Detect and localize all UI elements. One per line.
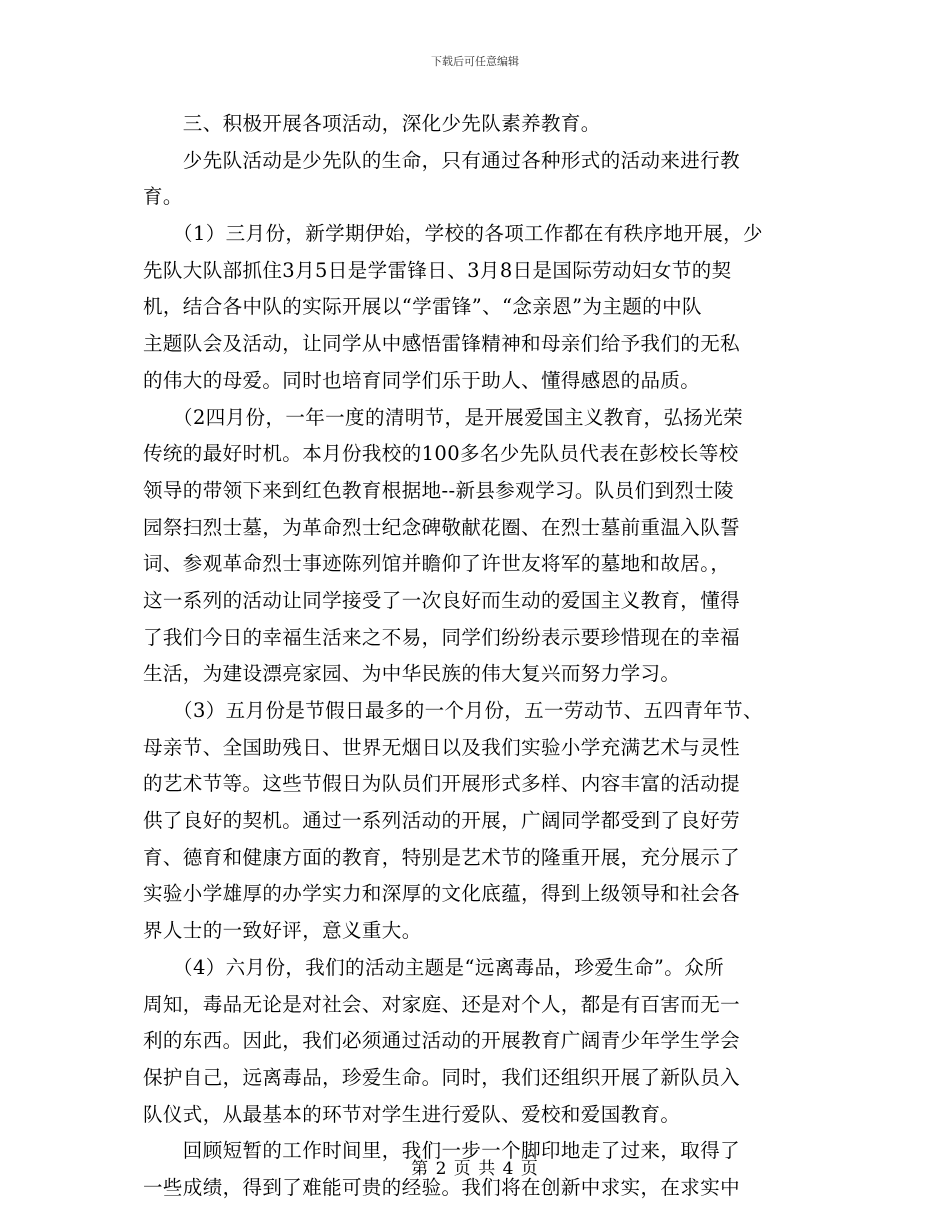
text-line: 实验小学雄厚的办学实力和深厚的文化底蕴，得到上级领导和社会各 <box>143 882 741 906</box>
text-line: 利的东西。因此，我们必须通过活动的开展教育广阔青少年学生学会 <box>143 1029 741 1053</box>
text-line: 保护自己，远离毒品，珍爱生命。同时，我们还组织开展了新队员入 <box>143 1065 741 1089</box>
text-line: （1）三月份，新学期伊始，学校的各项工作都在有秩序地开展，少 <box>143 222 763 246</box>
text-line: 主题队会及活动，让同学从中感悟雷锋精神和母亲们给予我们的无私 <box>143 332 741 356</box>
text-line: 的艺术节等。这些节假日为队员们开展形式多样、内容丰富的活动提 <box>143 772 741 796</box>
text-line: 生活，为建设漂亮家园、为中华民族的伟大复兴而努力学习。 <box>143 662 681 686</box>
text-line: 这一系列的活动让同学接受了一次良好而生动的爱国主义教育，懂得 <box>143 588 741 612</box>
page-header: 下载后可任意编辑 <box>431 55 519 68</box>
page-footer: 第 2 页 共 4 页 <box>411 1159 539 1179</box>
text-line: 母亲节、全国助残日、世界无烟日以及我们实验小学充满艺术与灵性 <box>143 735 741 759</box>
text-line: 队仪式，从最基本的环节对学生进行爱队、爱校和爱国教育。 <box>143 1102 681 1126</box>
text-line: 供了良好的契机。通过一系列活动的开展，广阔同学都受到了良好劳 <box>143 809 741 833</box>
text-line: 先队大队部抓住3月5日是学雷锋日、3月8日是国际劳动妇女节的契 <box>143 258 732 282</box>
text-line: 园祭扫烈士墓，为革命烈士纪念碑敬献花圈、在烈士墓前重温入队誓 <box>143 515 741 539</box>
text-line: （2四月份，一年一度的清明节，是开展爱国主义教育，弘扬光荣 <box>143 405 744 429</box>
document-body <box>143 106 833 1207</box>
text-line: 传统的最好时机。本月份我校的100多名少先队员代表在彭校长等校 <box>143 442 739 466</box>
text-line: 回顾短暂的工作时间里，我们一步一个脚印地走了过来，取得了 <box>143 1139 741 1163</box>
text-line: 词、参观革命烈士事迹陈列馆并瞻仰了许世友将军的墓地和故居。， <box>143 552 731 576</box>
text-line: 少先队活动是少先队的生命，只有通过各种形式的活动来进行教 <box>143 148 741 172</box>
text-line: （3）五月份是节假日最多的一个月份，五一劳动节、五四青年节、 <box>143 699 763 722</box>
text-line: 了我们今日的幸福生活来之不易，同学们纷纷表示要珍惜现在的幸福 <box>143 625 741 649</box>
text-line: 一些成绩，得到了难能可贵的经验。我们将在创新中求实，在求实中 <box>143 1175 741 1199</box>
text-line: 育。 <box>143 185 183 209</box>
text-line: 领导的带领下来到红色教育根据地--新县参观学习。队员们到烈士陵 <box>143 478 735 502</box>
text-line: 的伟大的母爱。同时也培育同学们乐于助人、懂得感恩的品质。 <box>143 368 701 392</box>
text-line: 界人士的一致好评，意义重大。 <box>143 919 422 943</box>
text-line: 育、德育和健康方面的教育，特别是艺术节的隆重开展，充分展示了 <box>143 845 741 869</box>
text-line: 三、积极开展各项活动，深化少先队素养教育。 <box>143 112 601 135</box>
text-line: 周知，毒品无论是对社会、对家庭、还是对个人，都是有百害而无一 <box>143 992 741 1016</box>
text-line: 机，结合各中队的实际开展以“学雷锋”、“念亲恩”为主题的中队 <box>143 295 702 319</box>
text-line: （4）六月份，我们的活动主题是“远离毒品，珍爱生命”。众所 <box>143 955 724 979</box>
